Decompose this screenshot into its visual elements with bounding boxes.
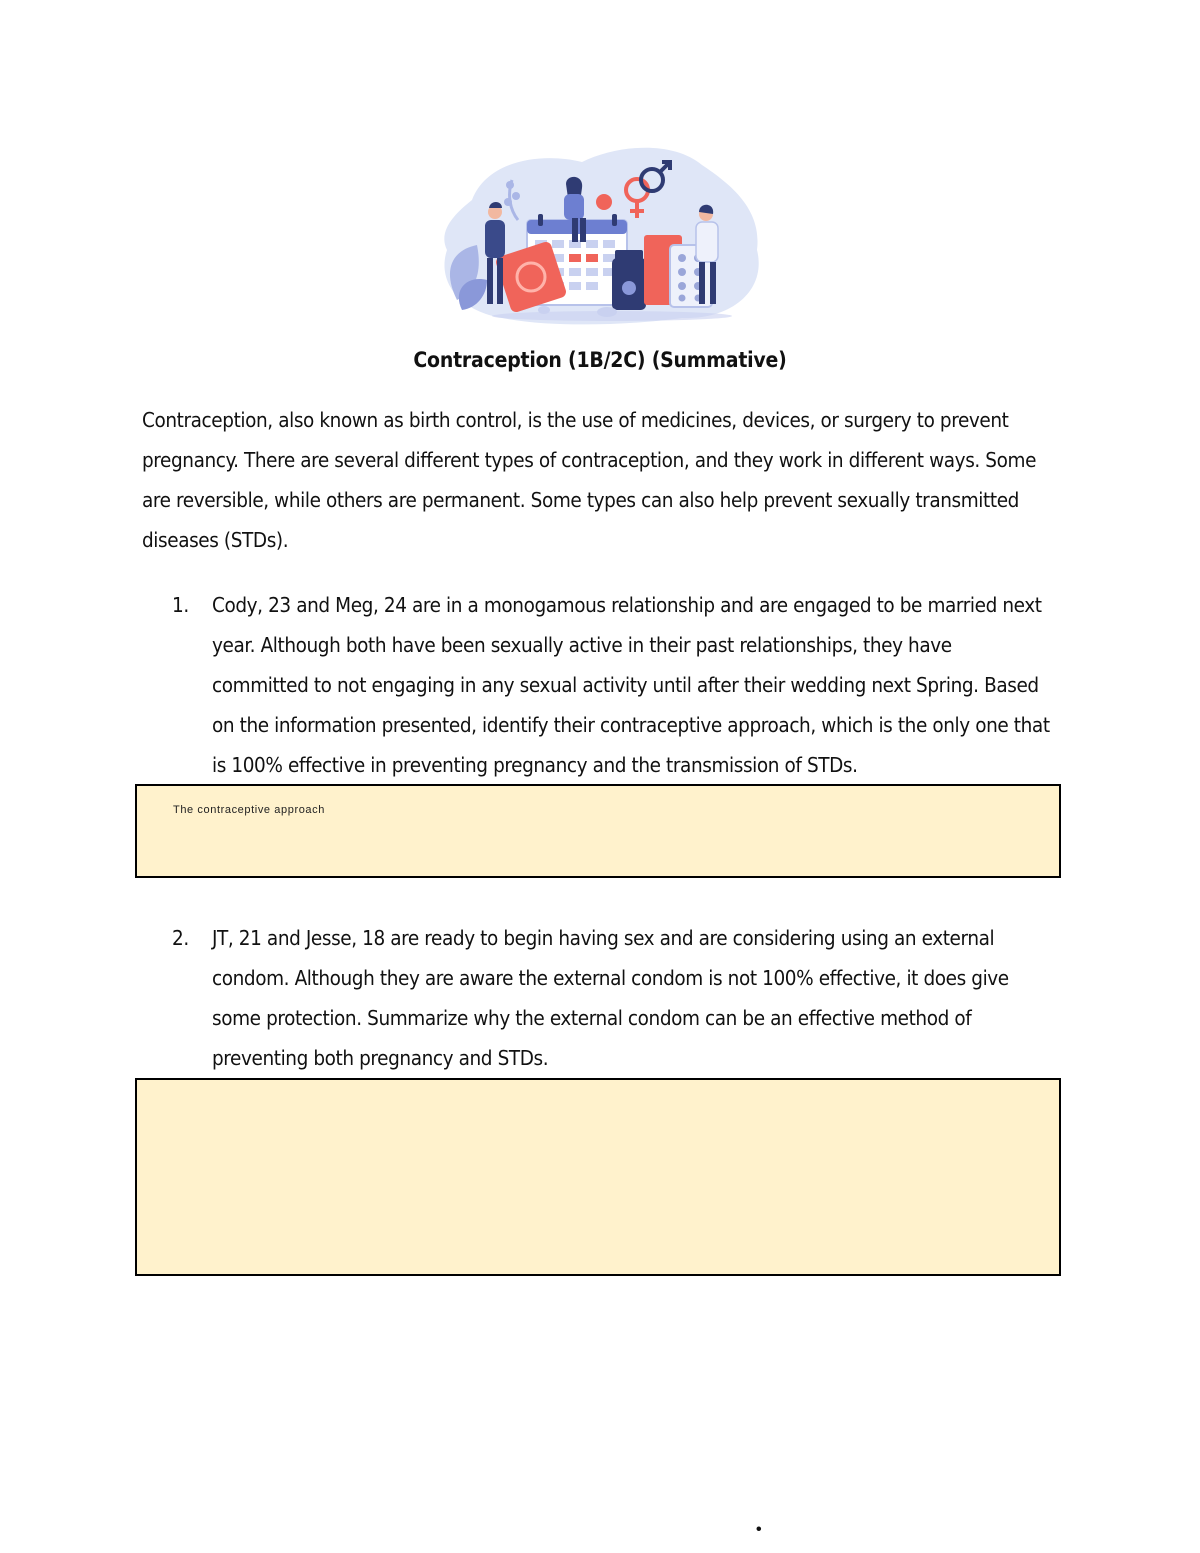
question-number: 2. [172,926,189,950]
answer-hint: The contraceptive approach [173,804,325,816]
question-1 [142,585,1052,785]
pill-bottle-icon [612,250,646,310]
footer-mark: • [756,1521,762,1538]
question-2 [142,918,1052,1078]
question-number: 1. [172,593,189,617]
question-text: JT, 21 and Jesse, 18 are ready to begin having sex and are considering using an external condom. Although they are aware the external condom is not 100% effective, it does give some protection. Summarize why the external condom can be an effective method of preventing both pregnancy and STDs. [212,926,1009,1070]
question-text: Cody, 23 and Meg, 24 are in a monogamous relationship and are engaged to be married next year. Although both have been sexually active in their past relationships, they have committed to not engaging in any sexual activity until after their wedding next Spring. Based on the information presented, identify their contraceptive approach, which is the only one that is 100% effective in preventing pregnancy and the transmission of STDs. [212,593,1050,777]
intro-paragraph: Contraception, also known as birth control, is the use of medicines, devices, or surgery to prevent pregnancy. There are several different types of contraception, and they work in different ways. Some are reversible, while others are permanent. Some types can also help prevent sexually transmitted diseases (STDs). [142,408,1037,552]
contraception-illustration [432,140,772,330]
answer-box-2[interactable] [135,1078,1061,1276]
page-title: Contraception (1B/2C) (Summative) [413,348,787,372]
answer-box-1[interactable] [135,784,1061,878]
